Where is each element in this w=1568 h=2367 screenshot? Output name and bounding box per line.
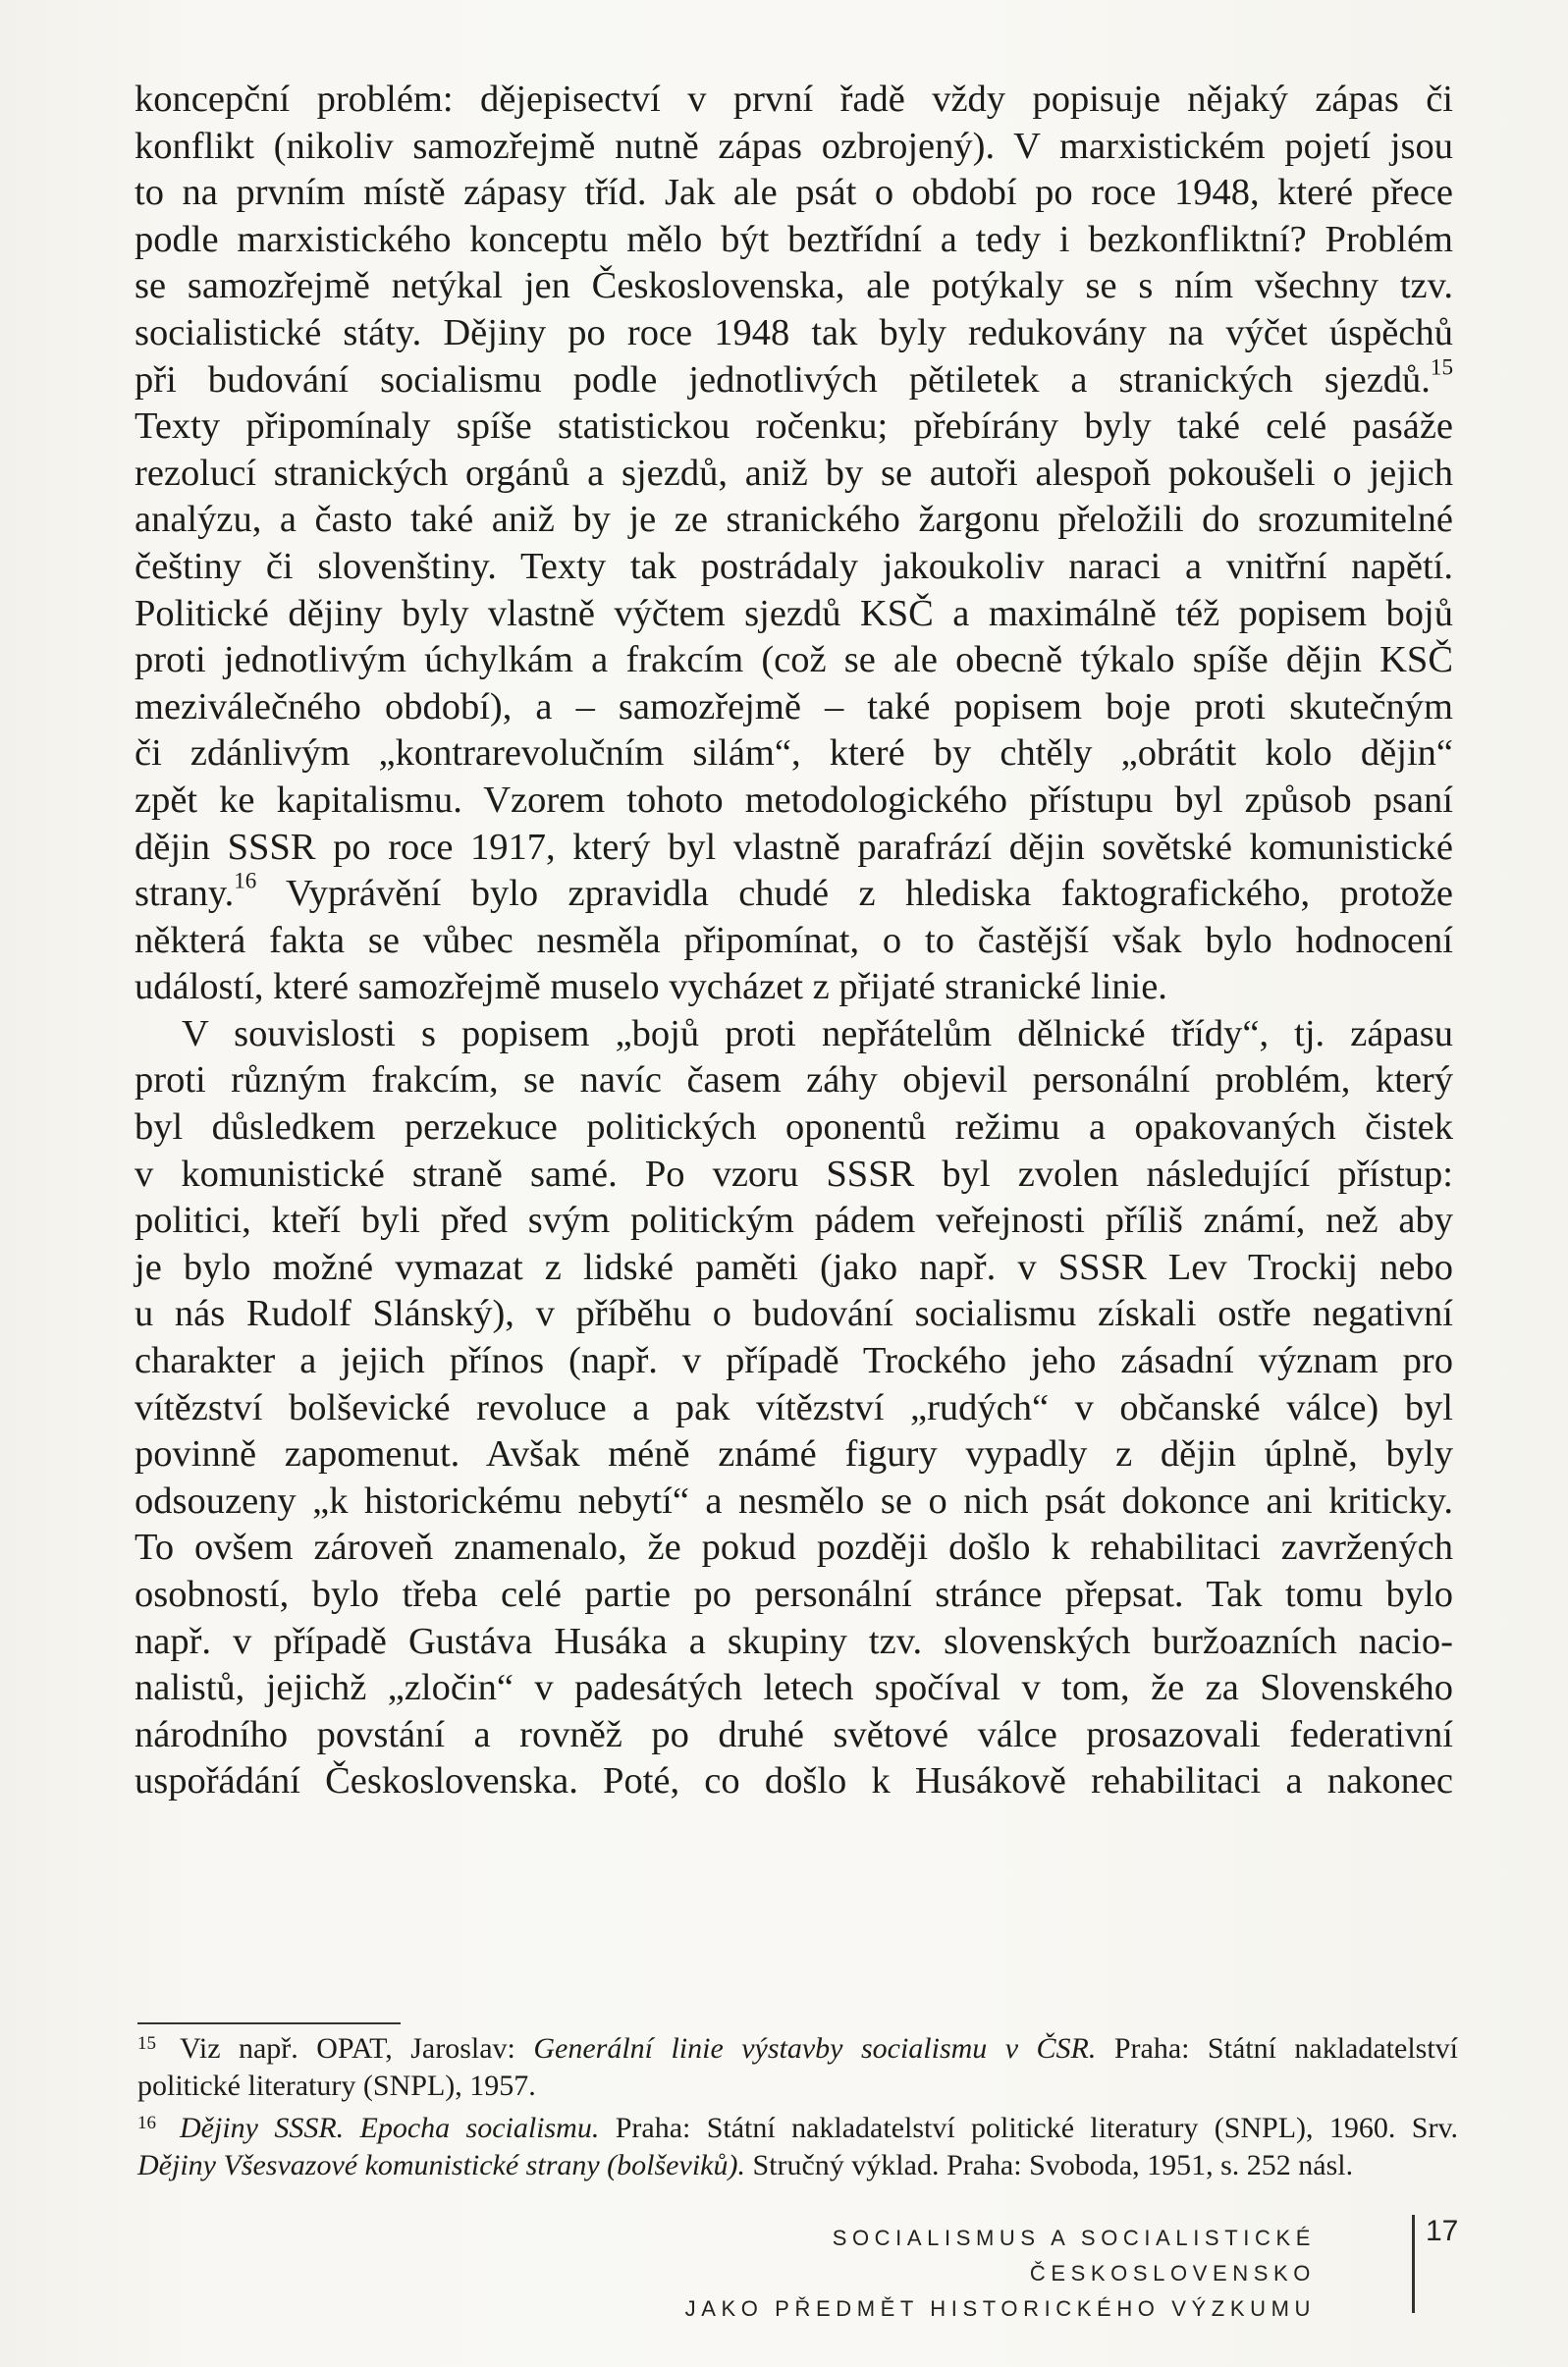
text-line: nalistů, jejichž „zločin“ v padesátých letech spočíval v tom, že za Slovenského — [135, 1667, 1453, 1709]
text-line: konflikt (nikoliv samozřejmě nutně zápas ozbrojený). V marxistickém pojetí jsou — [135, 125, 1453, 167]
text-line: analýzu, a často také aniž by je ze stranického žargonu přeložili do srozumitelné — [135, 499, 1453, 541]
body-text — [135, 77, 1453, 1805]
text-line: to na prvním místě zápasy tříd. Jak ale psát o období po roce 1948, které přece — [135, 172, 1453, 214]
footnote-text: Praha: Státní nakladatelství — [1096, 2032, 1459, 2065]
text-line: meziválečného období), a – samozřejmě – také popisem boje proti skutečným — [135, 685, 1453, 727]
footnote-text: Stručný výklad. Praha: Svoboda, 1951, s. 252 násl. — [744, 2149, 1354, 2181]
text-line: byl důsledkem perzekuce politických oponentů režimu a opakovaných čistek — [135, 1106, 1453, 1149]
text-line: vítězství bolševické revoluce a pak vítězství „rudých“ v občanské válce) byl — [135, 1386, 1453, 1428]
footnote-15-cont: politické literatury (SNPL), 1957. — [137, 2070, 536, 2102]
footnote-16-cont — [137, 2147, 1458, 2184]
running-head-divider — [1412, 2215, 1415, 2313]
text-line: dějin SSSR po roce 1917, který byl vlastně parafrází dějin sovětské komunistické — [135, 826, 1453, 868]
running-head-line-2: JAKO PŘEDMĚT HISTORICKÉHO VÝZKUMU — [684, 2296, 1316, 2321]
footnote-text: Viz např. OPAT, Jaroslav: — [180, 2032, 534, 2065]
footnote-text: Praha: Státní nakladatelství politické literatury (SNPL), 1960. Srv. — [599, 2112, 1458, 2144]
text-line — [135, 353, 1453, 404]
text-line: proti různým frakcím, se navíc časem záhy objevil personální problém, který — [135, 1059, 1453, 1102]
text-line: charakter a jejich přínos (např. v případě Trockého jeho zásadní význam pro — [135, 1340, 1453, 1382]
text-line-content: strany. — [135, 873, 235, 915]
text-line: politici, kteří byli před svým politickým pádem veřejnosti příliš známí, než aby — [135, 1200, 1453, 1242]
text-line: koncepční problém: dějepisectví v první řadě vždy popisuje nějaký zápas či — [135, 79, 1453, 120]
text-line: V souvislosti s popisem „bojů proti nepřátelům dělnické třídy“, tj. zápasu — [182, 1012, 1453, 1054]
paragraph-1 — [135, 77, 1453, 1011]
footnote-15 — [137, 2025, 1458, 2068]
running-head-line-1: SOCIALISMUS A SOCIALISTICKÉ ČESKOSLOVENSKO — [832, 2226, 1316, 2286]
footnote-ref-15[interactable]: 15 — [1430, 353, 1453, 380]
footnote-number: 16 — [137, 2113, 156, 2133]
text-line: je bylo možné vymazat z lidské paměti (jako např. v SSSR Lev Trockij nebo — [135, 1246, 1453, 1288]
text-line: rezolucí stranických orgánů a sjezdů, aniž by se autoři alespoň pokoušeli o jejich — [135, 452, 1453, 494]
text-line: Texty připomínaly spíše statistickou ročenku; přebírány byly také celé pasáže — [135, 405, 1453, 448]
text-line: v komunistické straně samé. Po vzoru SSSR byl zvolen následující přístup: — [135, 1153, 1453, 1195]
footnote-ref-16[interactable]: 16 — [234, 867, 257, 893]
text-line: např. v případě Gustáva Husáka a skupiny tzv. slovenských buržoazních nacio- — [135, 1620, 1453, 1662]
footnote-separator — [137, 2022, 401, 2024]
paragraph-2 — [135, 1011, 1453, 1805]
running-head — [628, 2221, 1316, 2327]
text-line-content: Vyprávění bylo zpravidla chudé z hlediska faktografického, protože — [256, 873, 1453, 915]
text-line: povinně zapomenut. Avšak méně známé figury vypadly z dějin úplně, byly — [135, 1433, 1453, 1476]
text-line: To ovšem zároveň znamenalo, že pokud později došlo k rehabilitaci zavržených — [135, 1527, 1453, 1569]
text-line: zpět ke kapitalismu. Vzorem tohoto metodologického přístupu byl způsob psaní — [135, 779, 1453, 821]
text-line: uspořádání Československa. Poté, co došlo k Husákově rehabilitaci a nakonec — [135, 1760, 1453, 1802]
text-line: národního povstání a rovněž po druhé světové válce prosazovali federativní — [135, 1713, 1453, 1755]
text-line-content: při budování socialismu podle jednotlivých pětiletek a stranických sjezdů. — [135, 358, 1431, 401]
text-line: proti jednotlivým úchylkám a frakcím (což se ale obecně týkalo spíše dějin KSČ — [135, 639, 1453, 681]
text-line — [135, 867, 1453, 918]
page-number: 17 — [1426, 2215, 1459, 2247]
text-line: podle marxistického konceptu mělo být beztřídní a tedy i bezkonfliktní? Problém — [135, 218, 1453, 260]
footnote-title: Dějiny Všesvazové komunistické strany (bolševiků). — [137, 2149, 745, 2181]
text-line: češtiny či slovenštiny. Texty tak postrádaly jakoukoliv naraci a vnitřní napětí. — [135, 545, 1453, 587]
footnote-title: Generální linie výstavby socialismu v ČSR. — [533, 2032, 1097, 2065]
text-line: událostí, které samozřejmě muselo vycházet z přijaté stranické linie. — [135, 966, 1167, 1008]
text-line: odsouzeny „k historickému nebytí“ a nesmělo se o nich psát dokonce ani kriticky. — [135, 1479, 1453, 1522]
text-line: Politické dějiny byly vlastně výčtem sjezdů KSČ a maximálně též popisem bojů — [135, 592, 1453, 634]
footnote-number: 15 — [137, 2033, 156, 2054]
text-line: socialistické státy. Dějiny po roce 1948 tak byly redukovány na výčet úspěchů — [135, 311, 1453, 353]
text-line: některá fakta se vůbec nesměla připomínat, o to častější však bylo hodnocení — [135, 919, 1453, 961]
text-line: osobností, bylo třeba celé partie po personální stránce přepsat. Tak tomu bylo — [135, 1574, 1453, 1615]
footnotes — [137, 2025, 1458, 2184]
text-line: se samozřejmě netýkal jen Československa, ale potýkaly se s ním všechny tzv. — [135, 265, 1453, 307]
text-line: u nás Rudolf Slánský), v příběhu o budování socialismu získali ostře negativní — [135, 1293, 1453, 1335]
footnote-16 — [137, 2105, 1458, 2147]
footnote-title: Dějiny SSSR. Epocha socialismu. — [180, 2112, 600, 2144]
text-line: či zdánlivým „kontrarevolučním silám“, které by chtěly „obrátit kolo dějin“ — [135, 732, 1453, 775]
